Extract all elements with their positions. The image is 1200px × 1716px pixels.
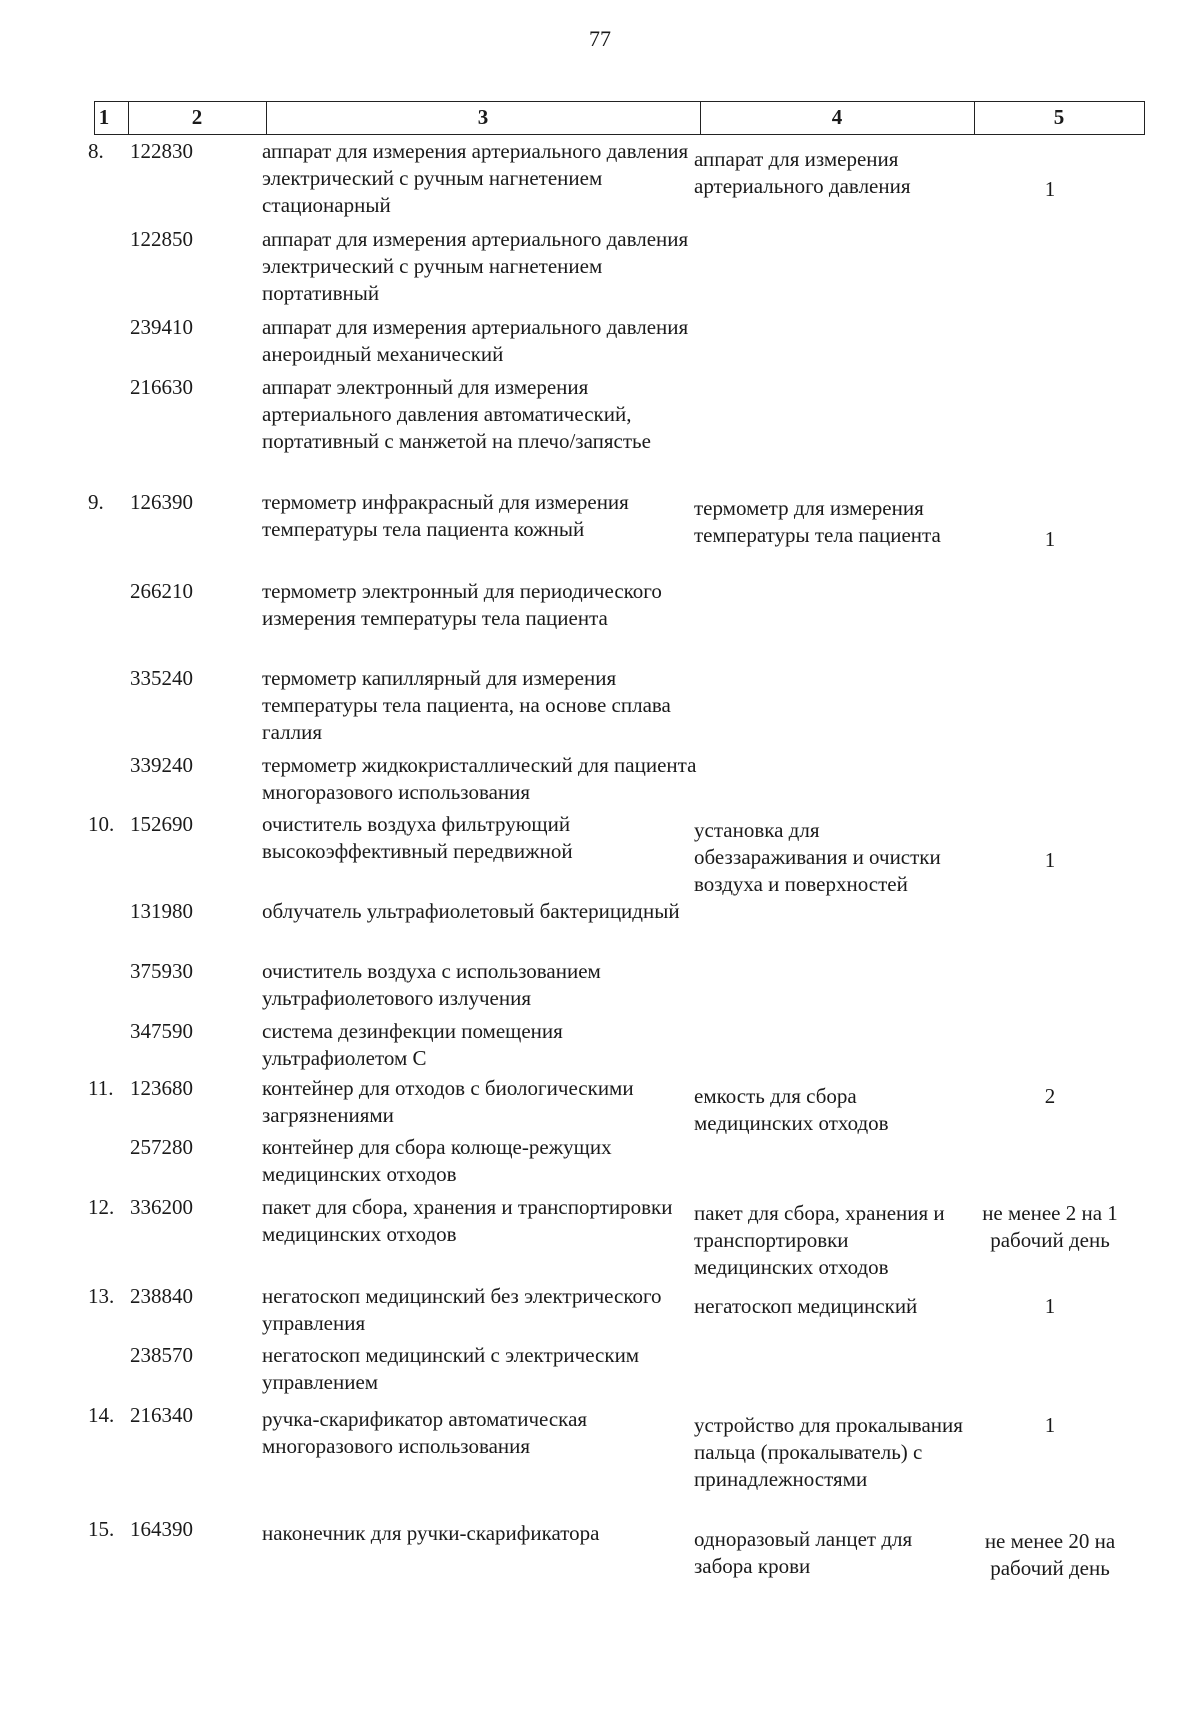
row-code: 238840	[130, 1284, 193, 1308]
header-col-5: 5	[1053, 105, 1065, 129]
row-number: 14.	[88, 1403, 115, 1427]
row-number: 10.	[88, 812, 115, 836]
row-description: аппарат для измерения артериального давления анероидный механический	[262, 315, 689, 366]
row-code: 375930	[130, 959, 193, 983]
row-description: термометр электронный для периодического измерения температуры тела пациента	[262, 579, 662, 630]
row-code: 123680	[130, 1076, 193, 1100]
row-quantity: не менее 20 на рабочий день	[984, 1529, 1116, 1580]
row-code: 238570	[130, 1343, 193, 1367]
row-code: 266210	[130, 579, 193, 603]
row-code: 239410	[130, 315, 193, 339]
row-code: 339240	[130, 753, 193, 777]
row-description: аппарат для измерения артериального давления электрический с ручным нагнетением портативный	[262, 227, 689, 305]
row-code: 336200	[130, 1195, 193, 1219]
row-description: очиститель воздуха фильтрующий высокоэффективный передвижной	[262, 812, 573, 863]
row-code: 216340	[130, 1403, 193, 1427]
row-quantity: 1	[1044, 848, 1056, 872]
header-divider	[1144, 101, 1145, 135]
header-bottom-border	[94, 134, 1144, 135]
row-description: аппарат электронный для измерения артериального давления автоматический, портативный с манжетой на плечо/запястье	[262, 375, 651, 453]
row-quantity: 1	[1044, 1413, 1056, 1437]
row-description: термометр инфракрасный для измерения температуры тела пациента кожный	[262, 490, 629, 541]
row-number: 15.	[88, 1517, 115, 1541]
row-quantity: не менее 2 на 1 рабочий день	[982, 1201, 1118, 1252]
row-description: термометр жидкокристаллический для пациента многоразового использования	[262, 753, 697, 804]
header-col-4: 4	[831, 105, 843, 129]
row-equipment-type: устройство для прокалывания пальца (прокалыватель) с принадлежностями	[694, 1413, 963, 1491]
row-description: пакет для сбора, хранения и транспортировки медицинских отходов	[262, 1195, 673, 1246]
row-description: негатоскоп медицинский без электрического управления	[262, 1284, 662, 1335]
row-quantity: 1	[1044, 1294, 1056, 1318]
row-equipment-type: термометр для измерения температуры тела пациента	[694, 496, 941, 547]
row-description: негатоскоп медицинский с электрическим управлением	[262, 1343, 640, 1394]
row-number: 13.	[88, 1284, 115, 1308]
row-code: 347590	[130, 1019, 193, 1043]
header-col-2: 2	[191, 105, 203, 129]
row-description: аппарат для измерения артериального давления электрический с ручным нагнетением стационарный	[262, 139, 689, 217]
row-equipment-type: аппарат для измерения артериального давления	[694, 147, 911, 198]
row-equipment-type: установка для обеззараживания и очистки воздуха и поверхностей	[694, 818, 941, 896]
row-number: 11.	[88, 1076, 114, 1100]
row-code: 131980	[130, 899, 193, 923]
row-code: 122830	[130, 139, 193, 163]
row-number: 8.	[88, 139, 104, 163]
row-code: 257280	[130, 1135, 193, 1159]
row-description: контейнер для сбора колюще-режущих медицинских отходов	[262, 1135, 612, 1186]
row-equipment-type: пакет для сбора, хранения и транспортировки медицинских отходов	[694, 1201, 945, 1279]
row-description: наконечник для ручки-скарификатора	[262, 1521, 600, 1545]
header-col-1: 1	[98, 105, 110, 129]
row-equipment-type: негатоскоп медицинский	[694, 1294, 918, 1318]
row-code: 335240	[130, 666, 193, 690]
row-description: облучатель ультрафиолетовый бактерицидный	[262, 899, 680, 923]
row-number: 12.	[88, 1195, 115, 1219]
row-description: очиститель воздуха с использованием ультрафиолетового излучения	[262, 959, 601, 1010]
row-code: 126390	[130, 490, 193, 514]
row-code: 122850	[130, 227, 193, 251]
table-header	[94, 101, 1144, 135]
row-code: 164390	[130, 1517, 193, 1541]
row-description: ручка-скарификатор автоматическая многоразового использования	[262, 1407, 588, 1458]
header-top-border	[94, 101, 1144, 102]
row-code: 152690	[130, 812, 193, 836]
row-equipment-type: емкость для сбора медицинских отходов	[694, 1084, 889, 1135]
row-quantity: 1	[1044, 177, 1056, 201]
row-code: 216630	[130, 375, 193, 399]
row-quantity: 1	[1044, 527, 1056, 551]
row-description: система дезинфекции помещения ультрафиолетом С	[262, 1019, 563, 1070]
row-description: контейнер для отходов с биологическими загрязнениями	[262, 1076, 634, 1127]
header-col-3: 3	[477, 105, 489, 129]
page-number: 77	[589, 26, 611, 51]
row-description: термометр капиллярный для измерения температуры тела пациента, на основе сплава галлия	[262, 666, 671, 744]
row-number: 9.	[88, 490, 104, 514]
row-equipment-type: одноразовый ланцет для забора крови	[694, 1527, 913, 1578]
row-quantity: 2	[1044, 1084, 1056, 1108]
